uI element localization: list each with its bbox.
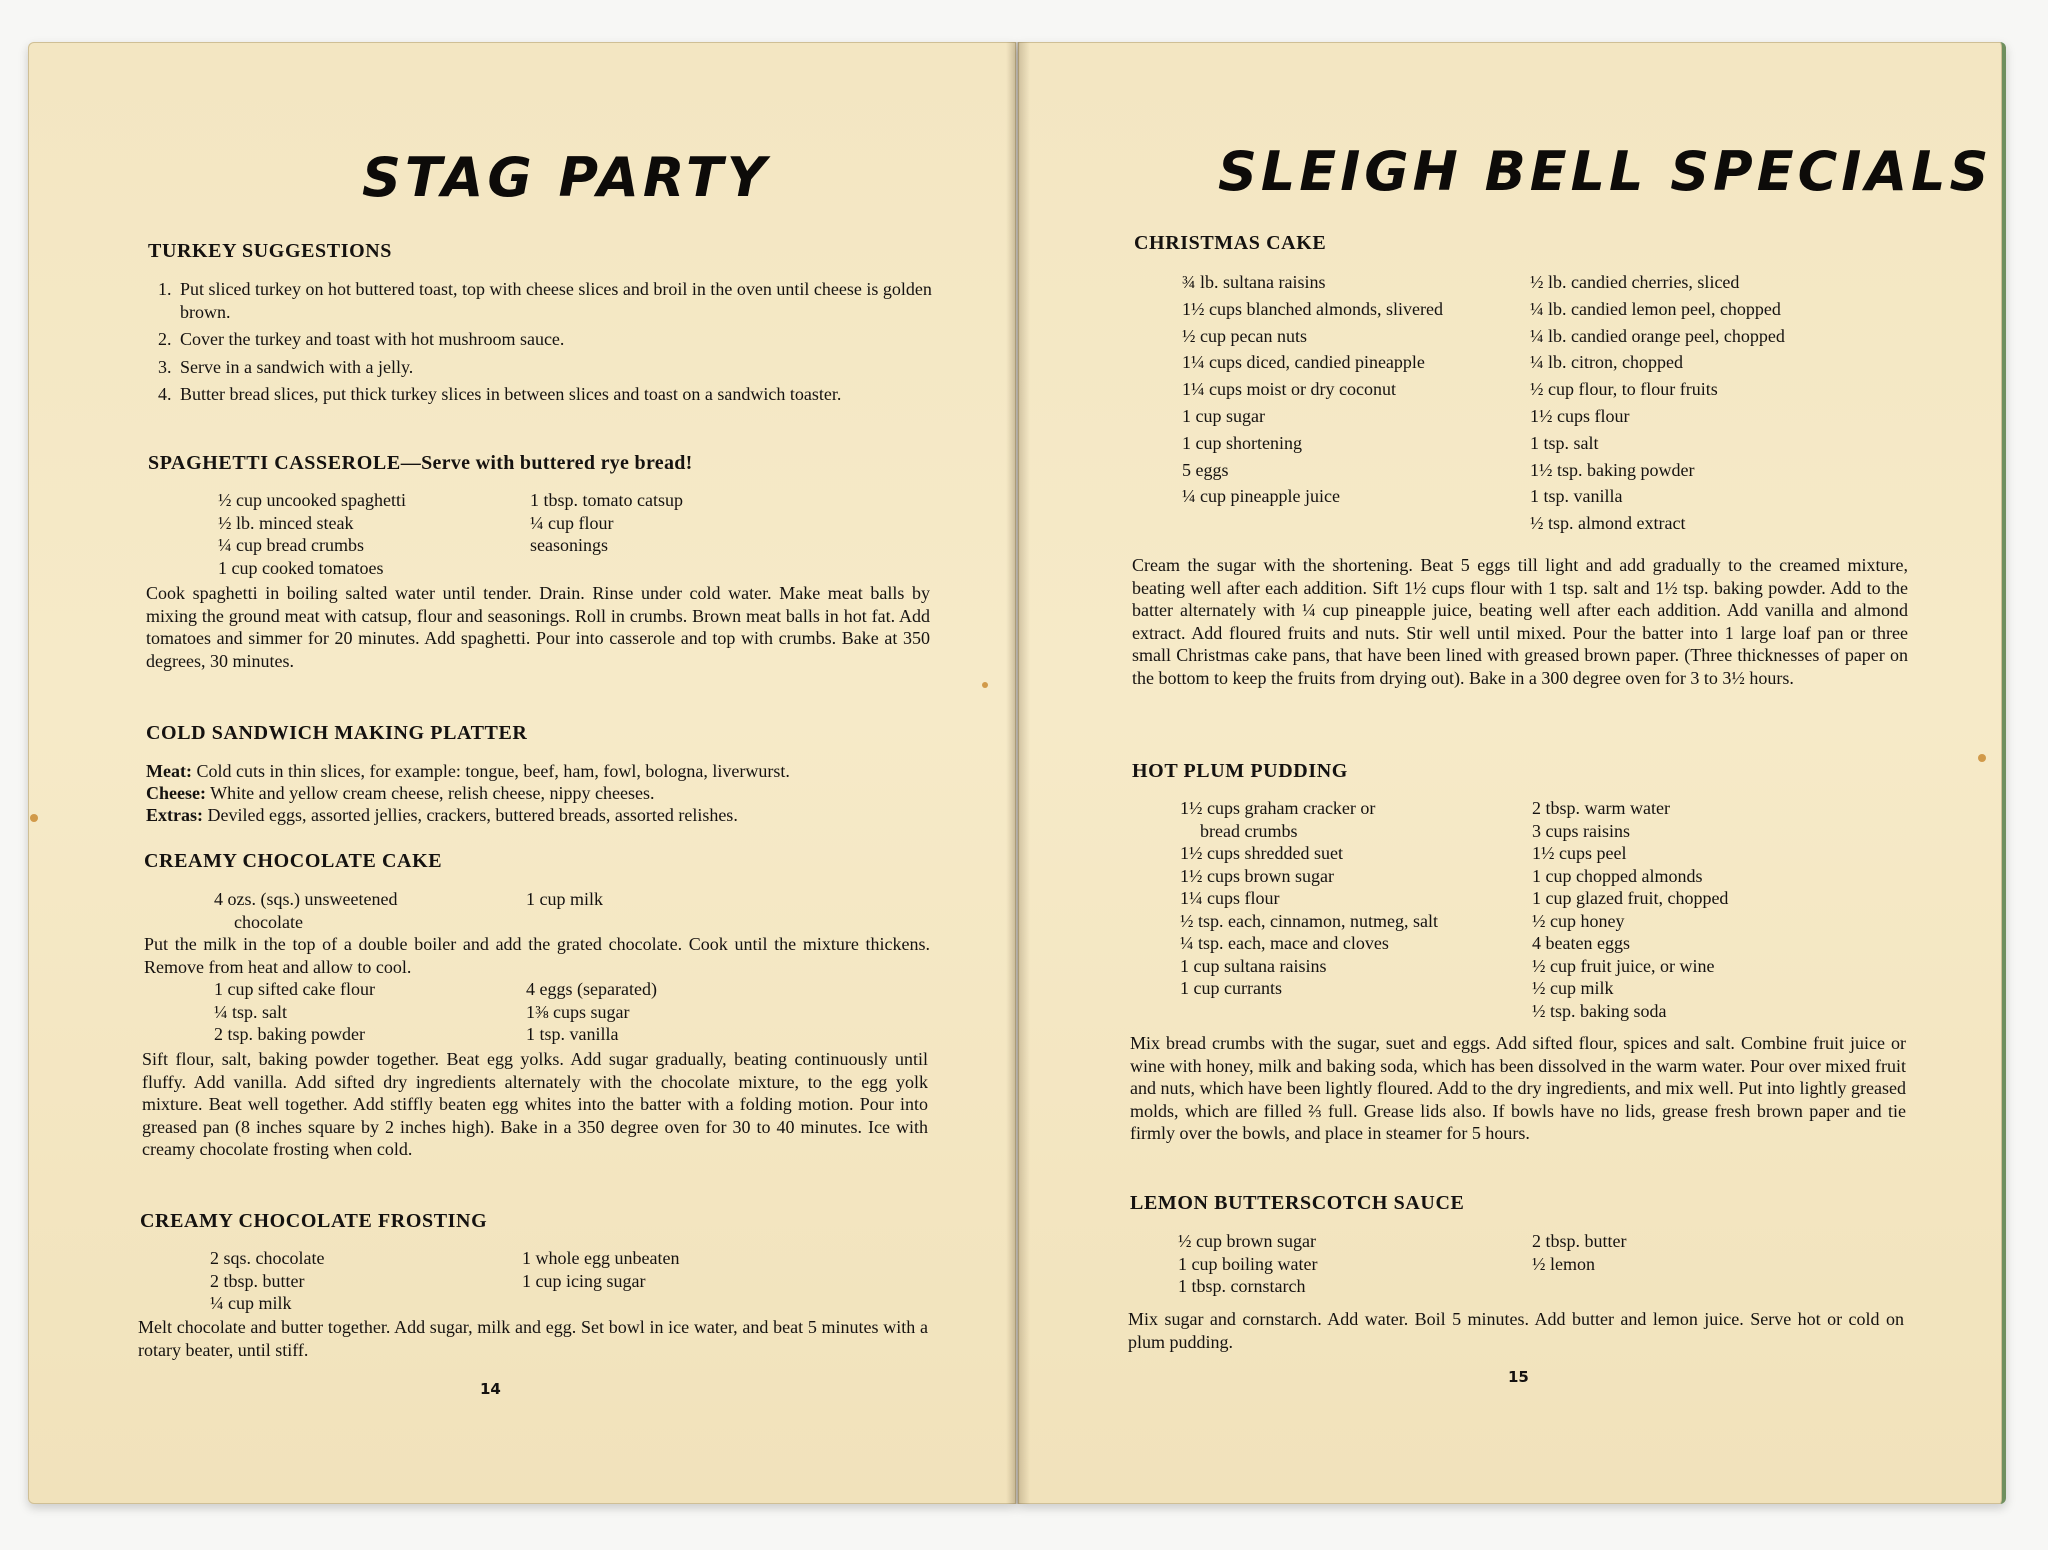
ingredient: ½ tsp. baking soda (1532, 1000, 1667, 1021)
meat-text: Cold cuts in thin slices, for example: tongue, beef, ham, fowl, bologna, liverwurst. (196, 761, 790, 781)
ingredient: 1 whole egg unbeaten (522, 1248, 680, 1268)
ingredient: ¼ cup flour (530, 512, 614, 533)
ingredient: bread crumbs (1200, 820, 1298, 841)
platter-meat (146, 760, 936, 783)
ingredient: 1½ cups graham cracker or (1180, 798, 1376, 818)
ingredient: ½ cup uncooked spaghetti (218, 490, 406, 510)
ingredient: 1 tbsp. tomato catsup (530, 490, 683, 510)
ingredient: ¼ cup bread crumbs (218, 535, 364, 555)
ingredient: 2 sqs. chocolate (210, 1248, 325, 1268)
ingredient: 1 cup chopped almonds (1532, 865, 1703, 886)
ingredient: 4 beaten eggs (1532, 933, 1630, 953)
ingredient: 2 tsp. baking powder (214, 1024, 365, 1044)
ingredient: 4 eggs (separated) (526, 979, 657, 999)
pudding-ingredients-right (1532, 797, 1728, 1022)
heading-creamy-chocolate-cake: CREAMY CHOCOLATE CAKE (144, 850, 443, 872)
heading-turkey-suggestions: TURKEY SUGGESTIONS (148, 240, 393, 262)
heading-christmas-cake: CHRISTMAS CAKE (1134, 232, 1327, 254)
ingredient: ¼ lb. candied lemon peel, chopped (1530, 298, 1781, 319)
meat-label: Meat: (146, 761, 192, 781)
page-number-left: 14 (480, 1380, 501, 1398)
ingredient: 2 tbsp. butter (210, 1270, 305, 1291)
ingredient: ½ tsp. each, cinnamon, nutmeg, salt (1180, 910, 1438, 931)
ingredient: 1 cup milk (526, 889, 603, 909)
turkey-steps-list (148, 278, 959, 411)
ingredient: chocolate (234, 911, 303, 932)
ingredient: 1 cup sultana raisins (1180, 955, 1327, 976)
cake-ingredients-1-left (214, 888, 397, 933)
spaghetti-ingredients-right (530, 489, 683, 557)
book-gutter (1006, 42, 1030, 1504)
spaghetti-heading-text: SPAGHETTI CASSEROLE (148, 452, 401, 474)
right-page (1018, 42, 2006, 1504)
frosting-method: Melt chocolate and butter together. Add sugar, milk and egg. Set bowl in ice water, and beat 5 minutes with a rotary beater, until stiff. (138, 1317, 928, 1360)
ingredient: ½ cup brown sugar (1178, 1231, 1316, 1251)
turkey-step: 1. Put sliced turkey on hot buttered toast, top with cheese slices and broil in the oven until cheese is golden brown. (176, 278, 959, 323)
stain-spot (982, 682, 988, 688)
frosting-ingredients-left (210, 1247, 324, 1315)
cake-ingredients-2-left (214, 978, 375, 1046)
ingredient: ¼ lb. citron, chopped (1530, 352, 1683, 373)
ingredient: 4 ozs. (sqs.) unsweetened (214, 889, 398, 909)
ingredient: ½ cup milk (1532, 978, 1614, 998)
spaghetti-ingredients-left (218, 489, 406, 579)
stain-spot (1978, 754, 1986, 762)
ingredient: 1½ cups shredded suet (1180, 843, 1343, 863)
ingredient: 1 cup icing sugar (522, 1270, 646, 1291)
cake-ingredients-2-right (526, 978, 657, 1046)
left-page (28, 42, 1016, 1504)
heading-hot-plum-pudding: HOT PLUM PUDDING (1132, 760, 1348, 782)
ingredient: 2 tbsp. butter (1532, 1231, 1627, 1251)
xmas-ingredients-right (1530, 269, 1785, 537)
pudding-ingredients-left (1180, 797, 1438, 1000)
ingredient: 1¼ cups moist or dry coconut (1182, 379, 1396, 400)
ingredient: 1½ cups blanched almonds, slivered (1182, 298, 1443, 319)
sauce-method: Mix sugar and cornstarch. Add water. Boil 5 minutes. Add butter and lemon juice. Serve hot or cold on plum pudding. (1128, 1309, 1904, 1352)
ingredient: 1 cup cooked tomatoes (218, 557, 384, 578)
spaghetti-subheading: —Serve with buttered rye bread! (400, 452, 693, 474)
ingredient: 1 cup shortening (1182, 432, 1302, 453)
cheese-text: White and yellow cream cheese, relish cheese, nippy cheeses. (210, 783, 655, 803)
ingredient: ¼ lb. candied orange peel, chopped (1530, 325, 1785, 346)
heading-spaghetti-casserole (148, 452, 693, 475)
ingredient: 1¼ cups flour (1180, 888, 1280, 908)
platter-cheese (146, 782, 936, 805)
heading-creamy-chocolate-frosting: CREAMY CHOCOLATE FROSTING (140, 1210, 488, 1232)
ingredient: seasonings (530, 535, 608, 555)
ingredient: ½ lb. candied cherries, sliced (1530, 272, 1740, 292)
ingredient: 1 tsp. vanilla (526, 1024, 619, 1044)
ingredient: 5 eggs (1182, 459, 1229, 480)
cake-method-2: Sift flour, salt, baking powder together. Beat egg yolks. Add sugar gradually, beating continuously until fluffy. Add vanilla. Add sifted dry ingredients alternately with the chocolate mixture, to the egg yolk mixture. Beat well together. Add stiffly beaten egg whites into the batter with a folding motion. Pour into greased pan (8 inches square by 2 inches high). Bake in a 350 degree oven for 30 to 40 minutes. Ice with creamy chocolate frosting when cold. (142, 1049, 928, 1159)
ingredient: 1½ cups flour (1530, 405, 1630, 426)
extras-label: Extras: (146, 805, 203, 825)
pudding-method: Mix bread crumbs with the sugar, suet and eggs. Add sifted flour, spices and salt. Combine fruit juice or wine with honey, milk and baking soda, which has been dissolved in the warm water. Pour over mixed fruit and nuts, which have been lightly floured. Add to the dry ingredients, and mix well. Put into lightly greased molds, which are filled ⅔ full. Grease lids also. If bowls have no lids, grease fresh brown paper and tie firmly over the bowls, and place in steamer for 5 hours. (1130, 1033, 1906, 1143)
sauce-ingredients-left (1178, 1230, 1317, 1298)
ingredient: ½ tsp. almond extract (1530, 513, 1686, 534)
ingredient: ½ lb. minced steak (218, 512, 354, 533)
xmas-method: Cream the sugar with the shortening. Beat 5 eggs till light and add gradually to the creamed mixture, beating well after each addition. Sift 1½ cups flour with 1 tsp. salt and 1½ tsp. baking powder. Add to the batter alternately with ¼ cup pineapple juice, beating well after each addition. Add vanilla and almond extract. Add floured fruits and nuts. Stir well until mixed. Pour the batter into 1 large loaf pan or three small Christmas cake pans, that have been lined with greased brown paper. (Three thicknesses of paper on the bottom to keep the fruits from drying out). Bake in a 300 degree oven for 3 to 3½ hours. (1132, 555, 1908, 688)
xmas-ingredients-left (1182, 269, 1443, 510)
ingredient: ½ cup flour, to flour fruits (1530, 379, 1718, 400)
page-title-sleigh-bell-specials: SLEIGH BELL SPECIALS (1218, 140, 1993, 203)
stain-spot (30, 814, 38, 822)
page-number-right: 15 (1508, 1368, 1529, 1386)
ingredient: 3 cups raisins (1532, 820, 1630, 841)
ingredient: 1½ tsp. baking powder (1530, 459, 1695, 480)
spaghetti-method: Cook spaghetti in boiling salted water until tender. Drain. Rinse under cold water. Make meat balls by mixing the ground meat with catsup, flour and seasonings. Roll in crumbs. Brown meat balls in hot fat. Add tomatoes and simmer for 20 minutes. Add spaghetti. Pour into casserole and top with crumbs. Bake at 350 degrees, 30 minutes. (146, 583, 930, 671)
ingredient: 1 cup boiling water (1178, 1253, 1318, 1274)
heading-cold-sandwich-platter: COLD SANDWICH MAKING PLATTER (146, 722, 528, 744)
ingredient: ¼ cup pineapple juice (1182, 486, 1340, 507)
sauce-ingredients-right (1532, 1230, 1627, 1275)
ingredient: 1 tbsp. cornstarch (1178, 1276, 1306, 1296)
cheese-label: Cheese: (146, 783, 206, 803)
ingredient: ¼ cup milk (210, 1293, 292, 1313)
extras-text: Deviled eggs, assorted jellies, crackers, buttered breads, assorted relishes. (207, 805, 738, 825)
ingredient: ½ cup fruit juice, or wine (1532, 955, 1715, 976)
ingredient: 1¼ cups diced, candied pineapple (1182, 352, 1425, 373)
turkey-step: 2. Cover the turkey and toast with hot mushroom sauce. (176, 328, 959, 351)
ingredient: 1 cup sugar (1182, 405, 1265, 426)
ingredient: ¼ tsp. salt (214, 1001, 288, 1022)
cake-ingredients-1-right (526, 888, 603, 911)
turkey-step: 3. Serve in a sandwich with a jelly. (176, 356, 959, 379)
page-title-stag-party: STAG PARTY (362, 146, 770, 209)
ingredient: ½ cup pecan nuts (1182, 325, 1307, 346)
frosting-ingredients-right (522, 1247, 679, 1292)
ingredient: ½ cup honey (1532, 910, 1625, 931)
ingredient: 1 tsp. vanilla (1530, 486, 1623, 507)
ingredient: ½ lemon (1532, 1253, 1595, 1274)
cake-method-1: Put the milk in the top of a double boiler and add the grated chocolate. Cook until the mixture thickens. Remove from heat and allow to cool. (144, 934, 930, 977)
booklet-spread (28, 42, 2006, 1504)
ingredient: ¼ tsp. each, mace and cloves (1180, 933, 1389, 953)
ingredient: 1 cup currants (1180, 978, 1282, 998)
heading-lemon-butterscotch-sauce: LEMON BUTTERSCOTCH SAUCE (1130, 1192, 1465, 1214)
ingredient: 2 tbsp. warm water (1532, 798, 1670, 818)
turkey-step: 4. Butter bread slices, put thick turkey slices in between slices and toast on a sandwich toaster. (176, 383, 959, 406)
ingredient: 1⅜ cups sugar (526, 1001, 630, 1022)
ingredient: 1 tsp. salt (1530, 432, 1599, 453)
ingredient: 1 cup sifted cake flour (214, 979, 375, 999)
ingredient: 1 cup glazed fruit, chopped (1532, 888, 1729, 908)
platter-extras (146, 804, 936, 827)
ingredient: 1½ cups brown sugar (1180, 865, 1334, 886)
ingredient: ¾ lb. sultana raisins (1182, 272, 1326, 292)
ingredient: 1½ cups peel (1532, 843, 1627, 863)
